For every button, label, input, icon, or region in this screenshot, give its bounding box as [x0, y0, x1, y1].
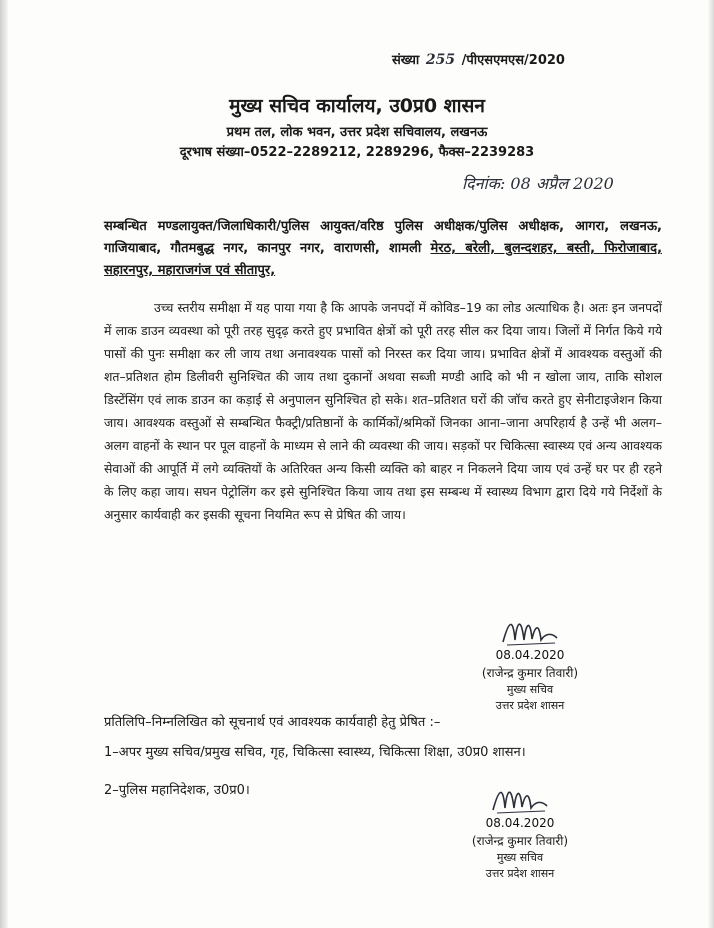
signature-scribble-1 — [495, 612, 565, 652]
signature-1-designation: मुख्य सचिव — [506, 683, 554, 696]
handwritten-date: दिनांक: 08 अप्रैल 2020 — [462, 174, 614, 193]
office-title: मुख्य सचिव कार्यालय, उ0प्र0 शासन — [229, 95, 485, 117]
signature-1-date: 08.04.2020 — [495, 648, 565, 662]
addressee-underlined: मेरठ, बरेली, बुलन्दशहर, बस्ती, फिरोजाबाद, सहारनपुर, महाराजगंज एवं सीतापुर, — [104, 241, 663, 278]
copy-item-2: 2–पुलिस महानिदेशक, उ0प्र0। — [104, 783, 250, 798]
copy-intro: प्रतिलिपि–निम्नलिखित को सूचनार्थ एवं आवश्यक कार्यवाही हेतु प्रेषित :– — [104, 715, 441, 730]
signature-scribble-2 — [485, 780, 555, 820]
addressee-block — [104, 216, 662, 282]
signature-block-1 — [440, 612, 620, 713]
office-address: प्रथम तल, लोक भवन, उत्तर प्रदेश सचिवालय, लखनऊ — [226, 125, 488, 140]
reference-number — [392, 50, 565, 68]
signature-1-name: (राजेन्द्र कुमार तिवारी) — [481, 666, 579, 680]
signature-2-date: 08.04.2020 — [485, 816, 555, 830]
signature-2-designation: मुख्य सचिव — [496, 851, 544, 864]
signature-2-name: (राजेन्द्र कुमार तिवारी) — [471, 834, 569, 848]
addressee-text: सम्बन्धित मण्डलायुक्त/जिलाधिकारी/पुलिस आयुक्त/वरिष्ठ पुलिस अधीक्षक/पुलिस अधीक्षक, आगरा, लखनऊ, गाजियाबाद, गौतमबुद्ध नगर, कानपुर नगर, वाराणसी, शामली — [104, 219, 662, 256]
signature-block-2 — [430, 780, 610, 881]
signature-1-department: उत्तर प्रदेश शासन — [495, 699, 565, 712]
reference-suffix: /पीएसएमएस/2020 — [461, 53, 565, 68]
reference-label: संख्या — [392, 53, 420, 68]
office-phone: दूरभाष संख्या–0522–2289212, 2289296, फैक्स–2239283 — [179, 145, 535, 160]
body-paragraph: उच्च स्तरीय समीक्षा में यह पाया गया है कि आपके जनपदों में कोविड–19 का लोड अत्याधिक है। अतः इन जनपदों में लाक डाउन व्यवस्था को पूरी तरह सुदृढ़ करते हुए प्रभावित क्षेत्रों को पूरी तरह सील कर दिया जाय। जिलों में निर्गत किये गये पासों की पुनः समीक्षा कर ली जाय तथा अनावश्यक पासों को निरस्त कर दिया जाय। प्रभावित क्षेत्रों में आवश्यक वस्तुओं की शत–प्रतिशत होम डिलीवरी सुनिश्चित की जाय तथा दुकानों अथवा सब्जी मण्डी आदि को भी न खोला जाय, ताकि सोशल डिस्टेंसिंग एवं लाक डाउन का कड़ाई से अनुपालन सुनिश्चित हो सके। शत–प्रतिशत घरों की जॉच करते हुए सेनीटाइजेशन किया जाय। आवश्यक वस्तुओं से सम्बन्धित फैक्ट्री/प्रतिष्ठानों के कार्मिकों/श्रमिकों जिनका आना–जाना अपरिहार्य है उन्हें भी अलग–अलग वाहनों के स्थान पर पूल वाहनों के माध्यम से लाने की व्यवस्था की जाय। सड़कों पर चिकित्सा स्वास्थ्य एवं अन्य आवश्यक सेवाओं की आपूर्ति में लगे व्यक्तियों के अतिरिक्त अन्य किसी व्यक्ति को बाहर न निकलने दिया जाय एवं उन्हें घर पर ही रहने के लिए कहा जाय। सघन पेट्रोलिंग कर इसे सुनिश्चित किया जाय तथा इस सम्बन्ध में स्वास्थ्य विभाग द्वारा दिये गये निर्देशों के अनुसार कार्यवाही कर इसकी सूचना नियमित रूप से प्रेषित की जाय। — [104, 300, 662, 522]
copy-item-1: 1–अपर मुख्य सचिव/प्रमुख सचिव, गृह, चिकित्सा स्वास्थ्य, चिकित्सा शिक्षा, उ0प्र0 शासन। — [104, 745, 526, 760]
reference-handwritten-number: 255 — [425, 52, 456, 68]
signature-2-department: उत्तर प्रदेश शासन — [485, 867, 555, 880]
